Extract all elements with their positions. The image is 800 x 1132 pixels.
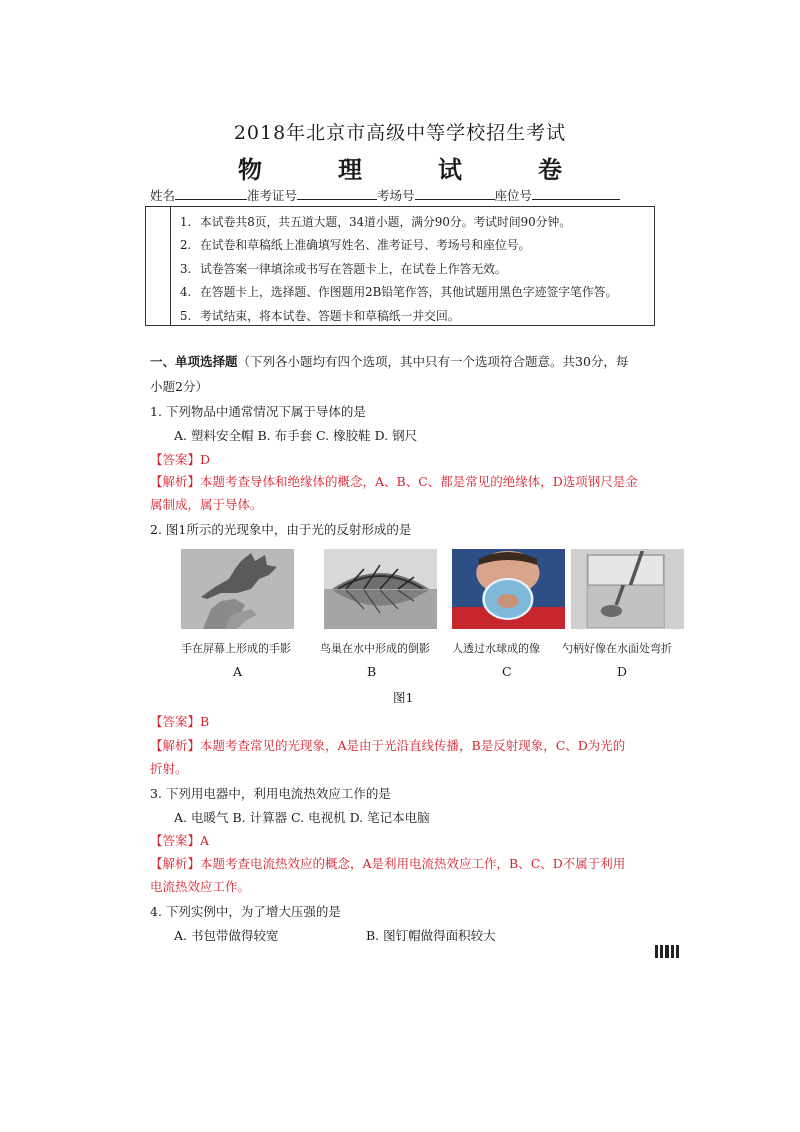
exam-id-blank [297, 187, 377, 200]
q2-stem: 2. 图1所示的光现象中，由于光的反射形成的是 [150, 522, 412, 537]
notice-num: 3. [180, 261, 192, 276]
section-heading [150, 352, 628, 370]
photo-water-ball-image [452, 549, 565, 629]
section-heading-bold: 一、单项选择题 [150, 354, 238, 369]
seat-label: 座位号 [494, 188, 533, 203]
q1-options: A. 塑料安全帽 B. 布手套 C. 橡胶鞋 D. 钢尺 [174, 428, 418, 443]
exam-title: 2018年北京市高级中等学校招生考试 [233, 122, 567, 144]
notice-num: 2. [180, 238, 192, 253]
q1-stem: 1. 下列物品中通常情况下属于导体的是 [150, 404, 366, 419]
notice-text: 本试卷共8页，共五道大题，34道小题，满分90分。考试时间90分钟。 [200, 215, 572, 229]
room-label: 考场号 [377, 188, 415, 203]
photo-hand-shadow [181, 549, 294, 629]
section-heading-line2: 小题2分） [150, 379, 208, 394]
caption-c: 人透过水球成的像 [452, 642, 540, 655]
notice-item [180, 281, 617, 304]
letter-d: D [617, 664, 628, 679]
notice-text: 在试卷和草稿纸上准确填写姓名、准考证号、考场号和座位号。 [200, 238, 531, 253]
q2-answer: 【答案】B [150, 714, 210, 729]
exam-subtitle [0, 150, 800, 185]
qr-code-icon [655, 945, 679, 958]
q3-answer: 【答案】A [150, 833, 210, 848]
letter-c: C [502, 664, 512, 679]
q4-option-b: B. 图钉帽做得面积较大 [366, 928, 496, 943]
figure-label: 图1 [393, 690, 414, 705]
name-blank [175, 187, 247, 200]
candidate-fields [150, 186, 620, 204]
notice-item [180, 211, 617, 234]
notice-list [180, 211, 617, 328]
photo-bent-spoon [571, 549, 684, 629]
notice-text: 在答题卡上，选择题、作图题用2B铅笔作答，其他试题用黑色字迹签字笔作答。 [200, 285, 618, 300]
letter-b: B [367, 664, 377, 679]
subtitle-char-4: 卷 [538, 155, 562, 184]
notice-item [180, 305, 617, 328]
q3-options: A. 电暖气 B. 计算器 C. 电视机 D. 笔记本电脑 [174, 810, 430, 825]
q1-answer: 【答案】D [150, 452, 211, 467]
caption-a: 手在屏幕上形成的手影 [181, 642, 291, 655]
q2-analysis-line1: 【解析】本题考查常见的光现象，A是由于光沿直线传播，B是反射现象，C、D为光的 [150, 738, 626, 753]
notice-text: 考试结束，将本试卷、答题卡和草稿纸一并交回。 [200, 308, 460, 323]
subtitle-char-3: 试 [438, 155, 462, 184]
notice-divider [170, 207, 171, 325]
q3-analysis-line2: 电流热效应工作。 [150, 879, 251, 894]
seat-blank [532, 187, 620, 200]
section-heading-rest: （下列各小题均有四个选项，其中只有一个选项符合题意。共30分，每 [237, 354, 629, 369]
q1-analysis-line1: 【解析】本题考查导体和绝缘体的概念，A、B、C、都是常见的绝缘体，D选项钢尺是金 [150, 474, 638, 489]
q2-analysis-line2: 折射。 [150, 761, 188, 776]
subtitle-char-2: 理 [338, 155, 362, 184]
letter-a: A [233, 664, 243, 679]
notice-text: 试卷答案一律填涂或书写在答题卡上，在试卷上作答无效。 [200, 261, 507, 276]
q4-option-a: A. 书包带做得较宽 [174, 928, 279, 943]
room-blank [415, 187, 495, 200]
q4-stem: 4. 下列实例中，为了增大压强的是 [150, 904, 341, 919]
notice-item [180, 258, 617, 281]
caption-d: 勺柄好像在水面处弯折 [562, 642, 672, 655]
name-label: 姓名 [150, 188, 176, 203]
photo-birds-nest-reflection [324, 549, 437, 629]
q3-analysis-line1: 【解析】本题考查电流热效应的概念，A是利用电流热效应工作，B、C、D不属于利用 [150, 856, 626, 871]
notice-num: 1. [180, 215, 192, 229]
notice-box [145, 206, 655, 326]
notice-num: 4. [180, 285, 192, 300]
q3-stem: 3. 下列用电器中，利用电流热效应工作的是 [150, 786, 391, 801]
notice-num: 5. [180, 308, 192, 323]
exam-id-label: 准考证号 [247, 188, 298, 203]
subtitle-char-1: 物 [238, 155, 262, 184]
q1-analysis-line2: 属制成，属于导体。 [150, 497, 263, 512]
notice-item [180, 234, 617, 257]
caption-b: 鸟巢在水中形成的倒影 [320, 642, 430, 655]
